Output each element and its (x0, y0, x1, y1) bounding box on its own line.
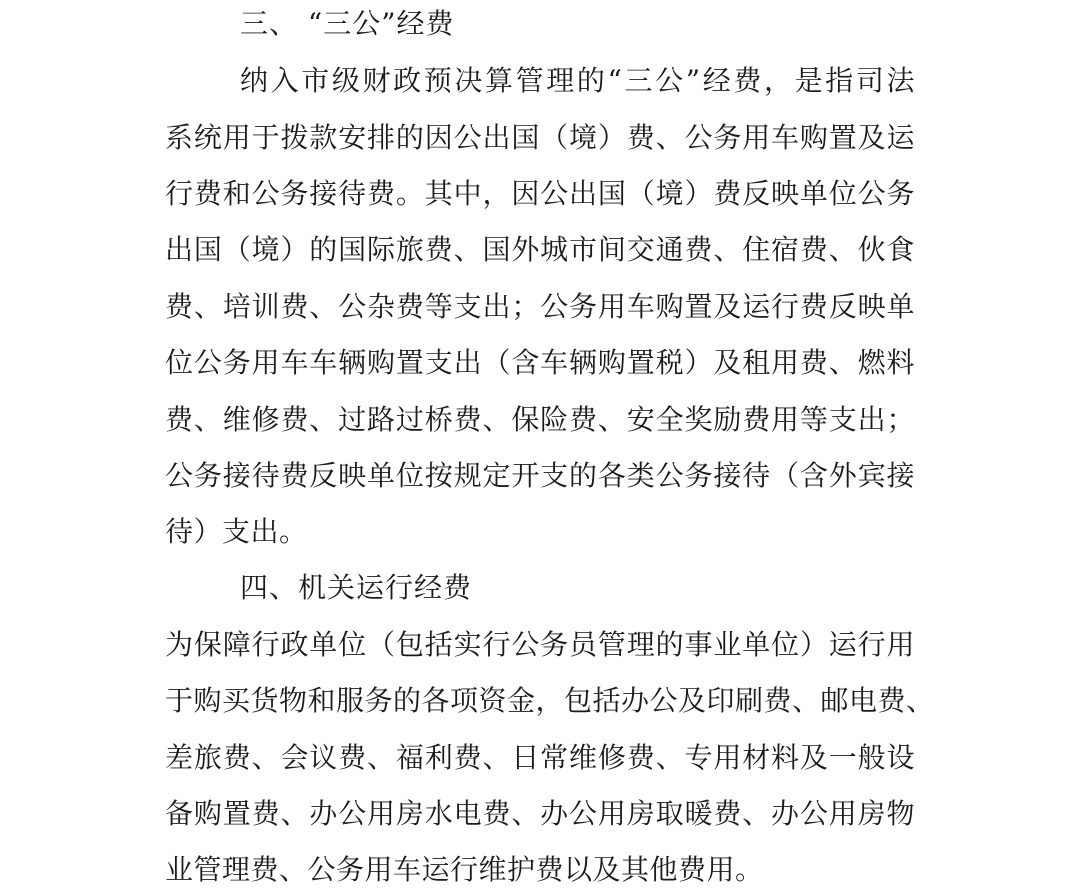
section-4-paragraph-line: 于购买货物和服务的各项资金，包括办公及印刷费、邮电费、 (165, 684, 935, 717)
section-4-paragraph-line: 差旅费、会议费、福利费、日常维修费、专用材料及一般设 (165, 741, 915, 774)
section-3-paragraph-line: 系统用于拨款安排的因公出国（境）费、公务用车购置及运 (165, 121, 915, 154)
section-4-paragraph-line: 业管理费、公务用车运行维护费以及其他费用。 (165, 853, 764, 886)
section-3-paragraph-line: 公务接待费反映单位按规定开支的各类公务接待（含外宾接 (165, 459, 915, 492)
section-3-paragraph-line: 出国（境）的国际旅费、国外城市间交通费、住宿费、伙食 (165, 233, 915, 266)
section-4-paragraph-line: 备购置费、办公用房水电费、办公用房取暖费、办公用房物 (165, 797, 915, 830)
section-3-paragraph-line: 费、维修费、过路过桥费、保险费、安全奖励费用等支出； (165, 403, 915, 436)
section-3-heading: 三、 “三公”经费 (240, 7, 455, 40)
section-3-paragraph-line: 费、培训费、公杂费等支出；公务用车购置及运行费反映单 (165, 290, 915, 323)
section-4-heading: 四、机关运行经费 (240, 571, 473, 604)
section-3-paragraph-line: 纳入市级财政预决算管理的“三公”经费，是指司法 (240, 64, 915, 97)
section-3-paragraph-line: 位公务用车车辆购置支出（含车辆购置税）及租用费、燃料 (165, 346, 915, 379)
section-4-paragraph-line: 为保障行政单位（包括实行公务员管理的事业单位）运行用 (165, 628, 915, 661)
section-3-paragraph-line: 待）支出。 (165, 515, 308, 548)
section-3-paragraph-line: 行费和公务接待费。其中，因公出国（境）费反映单位公务 (165, 177, 915, 210)
